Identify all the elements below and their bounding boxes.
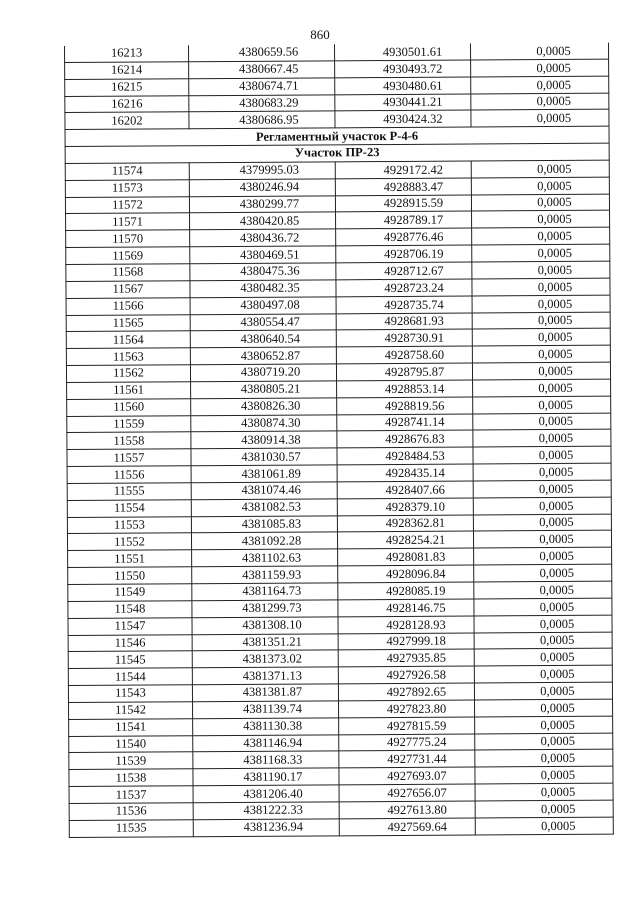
y-coordinate: 4928146.75	[338, 599, 474, 617]
x-coordinate: 4380497.08	[190, 296, 336, 314]
point-number: 11558	[67, 432, 191, 450]
x-coordinate: 4381139.74	[193, 701, 339, 719]
x-coordinate: 4380246.94	[189, 179, 335, 197]
point-number: 16213	[64, 45, 188, 62]
y-coordinate: 4928407.66	[337, 481, 473, 499]
tolerance-value: 0,0005	[474, 615, 612, 633]
tolerance-value: 0,0005	[473, 446, 611, 464]
x-coordinate: 4380469.51	[190, 246, 336, 264]
tolerance-value: 0,0005	[475, 699, 613, 717]
x-coordinate: 4380874.30	[191, 414, 337, 432]
x-coordinate: 4380299.77	[189, 195, 335, 213]
x-coordinate: 4381164.73	[192, 583, 338, 601]
tolerance-value: 0,0005	[473, 514, 611, 532]
y-coordinate: 4927999.18	[338, 633, 474, 651]
tolerance-value: 0,0005	[471, 110, 609, 128]
point-number: 11567	[66, 281, 190, 299]
point-number: 11544	[68, 668, 192, 686]
y-coordinate: 4930501.61	[334, 44, 470, 61]
y-coordinate: 4928730.91	[336, 329, 472, 347]
tolerance-value: 0,0005	[475, 800, 613, 818]
tolerance-value: 0,0005	[475, 817, 613, 835]
y-coordinate: 4928254.21	[337, 531, 473, 549]
point-number: 16202	[65, 112, 189, 130]
x-coordinate: 4380674.71	[189, 78, 335, 96]
point-number: 11550	[68, 567, 192, 585]
table-row	[69, 817, 613, 837]
tolerance-value: 0,0005	[474, 649, 612, 667]
point-number: 11551	[68, 550, 192, 568]
x-coordinate: 4381102.63	[192, 549, 338, 567]
point-number: 11554	[67, 500, 191, 518]
point-number: 11565	[66, 314, 190, 332]
tolerance-value: 0,0005	[473, 531, 611, 549]
tolerance-value: 0,0005	[472, 227, 610, 245]
x-coordinate: 4381168.33	[193, 751, 339, 769]
x-coordinate: 4381351.21	[192, 633, 338, 651]
point-number: 11570	[66, 230, 190, 248]
point-number: 11536	[69, 803, 193, 821]
point-number: 11546	[68, 634, 192, 652]
y-coordinate: 4929172.42	[335, 161, 471, 179]
point-number: 11540	[69, 735, 193, 753]
x-coordinate: 4380805.21	[191, 381, 337, 399]
tolerance-value: 0,0005	[475, 733, 613, 751]
x-coordinate: 4380686.95	[189, 111, 335, 129]
y-coordinate: 4928819.56	[337, 397, 473, 415]
tolerance-value: 0,0005	[471, 59, 609, 77]
y-coordinate: 4928712.67	[336, 262, 472, 280]
y-coordinate: 4927815.59	[339, 717, 475, 735]
tolerance-value: 0,0005	[474, 665, 612, 683]
y-coordinate: 4928915.59	[335, 195, 471, 213]
x-coordinate: 4381074.46	[191, 482, 337, 500]
point-number: 11556	[67, 466, 191, 484]
point-number: 11548	[68, 601, 192, 619]
point-number: 11563	[66, 348, 190, 366]
point-number: 11545	[68, 651, 192, 669]
point-number: 11542	[69, 702, 193, 720]
y-coordinate: 4928128.93	[338, 616, 474, 634]
x-coordinate: 4381085.83	[191, 515, 337, 533]
x-coordinate: 4381206.40	[193, 785, 339, 803]
tolerance-value: 0,0005	[474, 564, 612, 582]
point-number: 11543	[68, 685, 192, 703]
tolerance-value: 0,0005	[472, 345, 610, 363]
point-number: 16215	[65, 78, 189, 96]
tolerance-value: 0,0005	[472, 278, 610, 296]
y-coordinate: 4928853.14	[337, 380, 473, 398]
y-coordinate: 4928484.53	[337, 447, 473, 465]
tolerance-value: 0,0005	[472, 244, 610, 262]
tolerance-value: 0,0005	[472, 261, 610, 279]
point-number: 11537	[69, 786, 193, 804]
tolerance-value: 0,0005	[472, 295, 610, 313]
y-coordinate: 4928676.83	[337, 430, 473, 448]
tolerance-value: 0,0005	[471, 177, 609, 195]
x-coordinate: 4381381.87	[192, 684, 338, 702]
tolerance-value: 0,0005	[473, 413, 611, 431]
point-number: 11572	[65, 196, 189, 214]
point-number: 11538	[69, 769, 193, 787]
tolerance-value: 0,0005	[475, 783, 613, 801]
y-coordinate: 4927775.24	[339, 734, 475, 752]
point-number: 11566	[66, 297, 190, 315]
y-coordinate: 4928435.14	[337, 464, 473, 482]
point-number: 16214	[65, 62, 189, 80]
x-coordinate: 4381190.17	[193, 768, 339, 786]
point-number: 11564	[66, 331, 190, 349]
tolerance-value: 0,0005	[473, 497, 611, 515]
x-coordinate: 4381236.94	[193, 819, 339, 837]
y-coordinate: 4928379.10	[337, 498, 473, 516]
x-coordinate: 4380683.29	[189, 94, 335, 112]
section-title: Регламентный участок Р-4-6	[65, 126, 609, 146]
y-coordinate: 4928362.81	[337, 515, 473, 533]
tolerance-value: 0,0005	[474, 632, 612, 650]
x-coordinate: 4380554.47	[190, 313, 336, 331]
y-coordinate: 4928723.24	[336, 279, 472, 297]
y-coordinate: 4927823.80	[339, 700, 475, 718]
coordinates-table-sheet	[64, 43, 613, 838]
x-coordinate: 4380436.72	[190, 229, 336, 247]
tolerance-value: 0,0005	[471, 160, 609, 178]
tolerance-value: 0,0005	[473, 480, 611, 498]
point-number: 11557	[67, 449, 191, 467]
point-number: 11553	[67, 516, 191, 534]
y-coordinate: 4928795.87	[336, 363, 472, 381]
tolerance-value: 0,0005	[473, 463, 611, 481]
y-coordinate: 4927935.85	[338, 649, 474, 667]
tolerance-value: 0,0005	[474, 581, 612, 599]
tolerance-value: 0,0005	[472, 211, 610, 229]
table-body-before	[64, 43, 609, 130]
x-coordinate: 4380420.85	[190, 212, 336, 230]
table-body-after	[65, 160, 613, 837]
y-coordinate: 4927656.07	[339, 784, 475, 802]
x-coordinate: 4380826.30	[191, 398, 337, 416]
x-coordinate: 4381371.13	[192, 667, 338, 685]
tolerance-value: 0,0005	[474, 682, 612, 700]
point-number: 11547	[68, 617, 192, 635]
x-coordinate: 4380652.87	[190, 347, 336, 365]
x-coordinate: 4381222.33	[193, 802, 339, 820]
x-coordinate: 4380482.35	[190, 280, 336, 298]
y-coordinate: 4928085.19	[338, 582, 474, 600]
tolerance-value: 0,0005	[470, 43, 608, 60]
y-coordinate: 4927569.64	[339, 818, 475, 836]
tolerance-value: 0,0005	[474, 547, 612, 565]
y-coordinate: 4928776.46	[336, 228, 472, 246]
y-coordinate: 4927693.07	[339, 767, 475, 785]
x-coordinate: 4381308.10	[192, 617, 338, 635]
point-number: 11560	[67, 398, 191, 416]
point-number: 11549	[68, 584, 192, 602]
x-coordinate: 4380719.20	[190, 364, 336, 382]
x-coordinate: 4380914.38	[191, 431, 337, 449]
point-number: 16216	[65, 95, 189, 113]
tolerance-value: 0,0005	[471, 76, 609, 94]
point-number: 11573	[65, 179, 189, 197]
x-coordinate: 4381146.94	[193, 734, 339, 752]
y-coordinate: 4930424.32	[335, 110, 471, 128]
y-coordinate: 4928096.84	[338, 565, 474, 583]
tolerance-value: 0,0005	[473, 379, 611, 397]
y-coordinate: 4928758.60	[336, 346, 472, 364]
y-coordinate: 4928883.47	[335, 178, 471, 196]
y-coordinate: 4930480.61	[335, 77, 471, 95]
point-number: 11541	[69, 718, 193, 736]
page-number: 860	[310, 27, 330, 42]
y-coordinate: 4928789.17	[336, 211, 472, 229]
tolerance-value: 0,0005	[472, 312, 610, 330]
y-coordinate: 4930441.21	[335, 94, 471, 112]
tolerance-value: 0,0005	[472, 329, 610, 347]
x-coordinate: 4379995.03	[189, 162, 335, 180]
point-number: 11559	[67, 415, 191, 433]
point-number: 11555	[67, 483, 191, 501]
x-coordinate: 4381082.53	[191, 499, 337, 517]
x-coordinate: 4380640.54	[190, 330, 336, 348]
point-number: 11568	[66, 264, 190, 282]
y-coordinate: 4928741.14	[337, 414, 473, 432]
x-coordinate: 4381299.73	[192, 600, 338, 618]
y-coordinate: 4927892.65	[338, 683, 474, 701]
tolerance-value: 0,0005	[473, 430, 611, 448]
y-coordinate: 4928081.83	[338, 548, 474, 566]
tolerance-value: 0,0005	[475, 766, 613, 784]
subsection-title: Участок ПР-23	[65, 143, 609, 163]
point-number: 11535	[69, 820, 193, 838]
tolerance-value: 0,0005	[472, 362, 610, 380]
coordinates-table	[64, 43, 614, 838]
y-coordinate: 4928681.93	[336, 313, 472, 331]
x-coordinate: 4380475.36	[190, 263, 336, 281]
x-coordinate: 4381159.93	[192, 566, 338, 584]
y-coordinate: 4927613.80	[339, 801, 475, 819]
tolerance-value: 0,0005	[474, 598, 612, 616]
y-coordinate: 4928735.74	[336, 296, 472, 314]
y-coordinate: 4928706.19	[336, 245, 472, 263]
y-coordinate: 4927926.58	[338, 666, 474, 684]
point-number: 11552	[67, 533, 191, 551]
point-number: 11574	[65, 163, 189, 181]
point-number: 11571	[66, 213, 190, 231]
section-header-group	[65, 126, 609, 163]
x-coordinate: 4381061.89	[191, 465, 337, 483]
x-coordinate: 4381130.38	[193, 718, 339, 736]
x-coordinate: 4381373.02	[192, 650, 338, 668]
tolerance-value: 0,0005	[473, 396, 611, 414]
point-number: 11569	[66, 247, 190, 265]
y-coordinate: 4927731.44	[339, 750, 475, 768]
tolerance-value: 0,0005	[471, 93, 609, 111]
tolerance-value: 0,0005	[471, 194, 609, 212]
y-coordinate: 4930493.72	[335, 60, 471, 78]
tolerance-value: 0,0005	[475, 750, 613, 768]
x-coordinate: 4380659.56	[188, 44, 334, 61]
x-coordinate: 4381030.57	[191, 448, 337, 466]
point-number: 11562	[66, 365, 190, 383]
x-coordinate: 4380667.45	[189, 61, 335, 79]
tolerance-value: 0,0005	[475, 716, 613, 734]
point-number: 11539	[69, 752, 193, 770]
point-number: 11561	[67, 382, 191, 400]
x-coordinate: 4381092.28	[191, 532, 337, 550]
